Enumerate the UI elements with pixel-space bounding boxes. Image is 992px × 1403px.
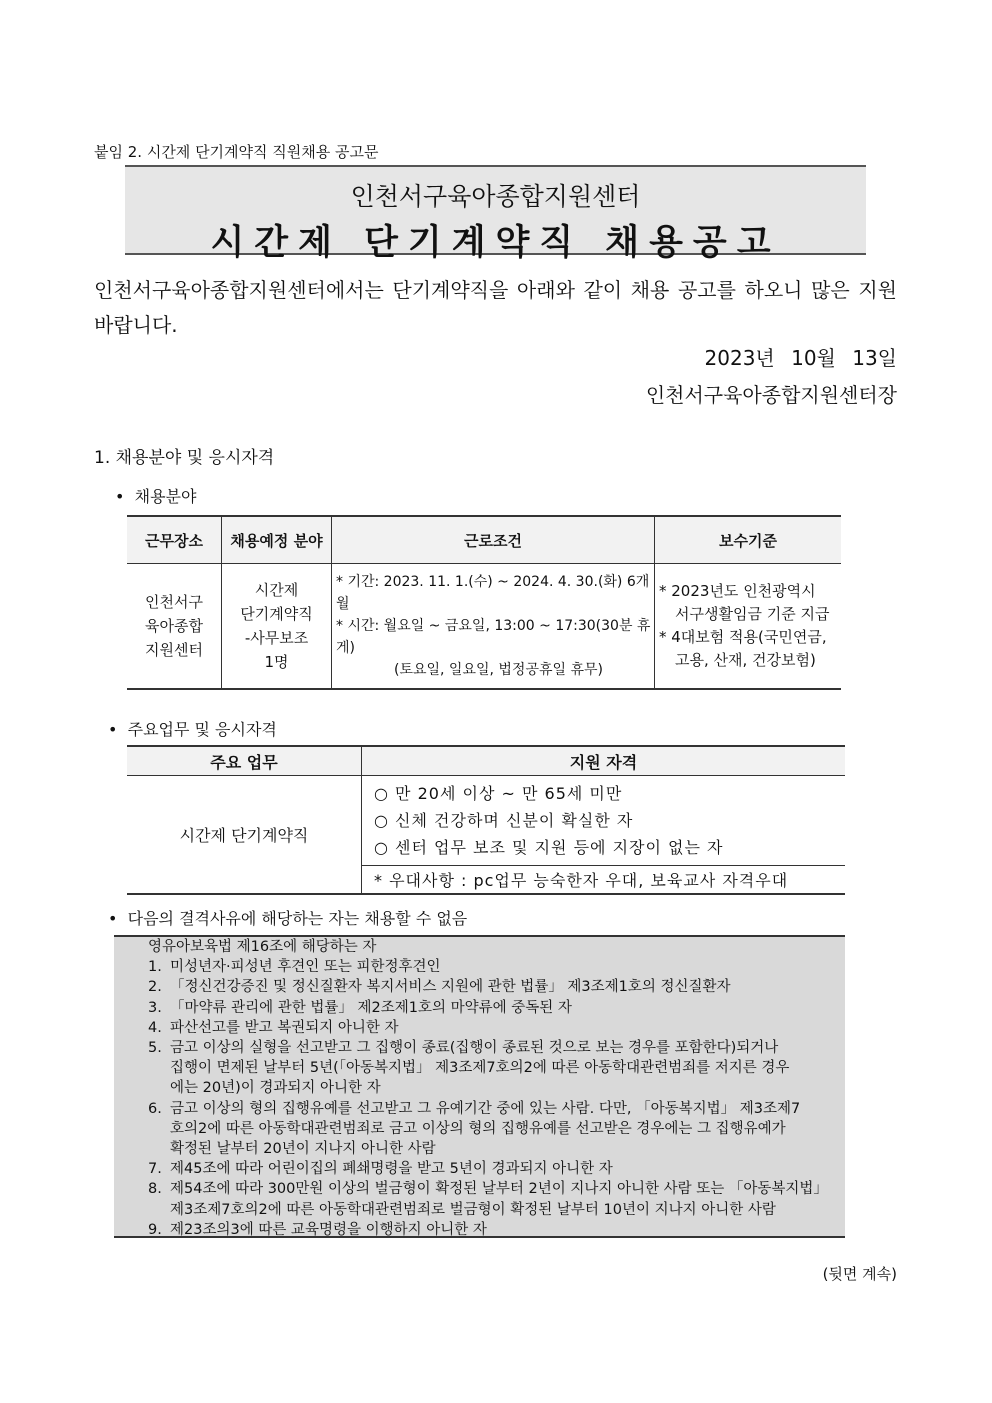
- list-item: 8. 제54조에 따라 300만원 이상의 벌금형이 확정된 날부터 2년이 지나지 아니한 사람 또는 「아동복지법」 제3조제7호의2에 따른 아동학대관련범죄로 벌금형이 확정된 날부터 10년이 지나지 아니한 사람: [148, 1181, 828, 1218]
- attachment-label: 붙임 2. 시간제 단기계약직 직원채용 공고문: [94, 143, 379, 161]
- list-item: 2. 「정신건강증진 및 정신질환자 복지서비스 지원에 관한 법률」 제3조제1호의 정신질환자: [148, 979, 731, 996]
- header-pay: 보수기준: [655, 516, 842, 564]
- cell-qualifications: ○ 만 20세 이상 ~ 만 65세 미만 ○ 신체 건강하며 신분이 확실한 자 ○ 센터 업무 보조 및 지원 등에 지장이 없는 자: [362, 776, 846, 866]
- cell-field: 시간제 단기계약직 -사무보조 1명: [222, 564, 332, 690]
- header-place: 근무장소: [127, 516, 222, 564]
- cell-place: 인천서구 육아종합 지원센터: [127, 564, 222, 690]
- list-item: 5. 금고 이상의 실형을 선고받고 그 집행이 종료(집행이 종료된 것으로 보는 경우를 포함한다)되거나 집행이 면제된 날부터 5년(「아동복지법」 제3조제7호의2에 따른 아동학대관련범죄를 저지른 경우 에는 20년)이 경과되지 아니한 자: [148, 1040, 790, 1097]
- section-heading-1: 1. 채용분야 및 응시자격: [94, 448, 275, 468]
- header-duty: 주요 업무: [127, 746, 362, 776]
- disqualification-box: [114, 935, 845, 1238]
- bullet-recruit-field: • 채용분야: [115, 487, 197, 506]
- header-field: 채용예정 분야: [222, 516, 332, 564]
- header-conditions: 근로조건: [332, 516, 655, 564]
- disqualification-heading: 영유아보육법 제16조에 해당하는 자: [148, 939, 377, 955]
- cell-pay: * 2023년도 인천광역시 서구생활임금 기준 지급 * 4대보험 적용(국민연금, 고용, 산재, 건강보험): [655, 564, 842, 690]
- signer: 인천서구육아종합지원센터장: [645, 383, 897, 407]
- list-item: 3. 「마약류 관리에 관한 법률」 제2조제1호의 마약류에 중독된 자: [148, 999, 572, 1016]
- list-item: 4. 파산선고를 받고 복권되지 아니한 자: [148, 1019, 399, 1036]
- list-item: 9. 제23조의3에 따른 교육명령을 이행하지 아니한 자: [148, 1221, 487, 1238]
- recruit-table: [127, 515, 841, 690]
- continued-note: (뒷면 계속): [822, 1265, 897, 1283]
- title-box: [125, 165, 866, 263]
- list-item: 7. 제45조에 따라 어린이집의 폐쇄명령을 받고 5년이 경과되지 아니한 자: [148, 1161, 613, 1178]
- qualification-table: [127, 745, 845, 895]
- cell-preference: * 우대사항 : pc업무 능숙한자 우대, 보육교사 자격우대: [362, 866, 846, 895]
- notice-date: 2023년 10월 13일: [704, 346, 897, 370]
- org-title: 인천서구육아종합지원센터: [350, 182, 641, 211]
- cell-job: 시간제 단기계약직: [127, 776, 362, 895]
- list-item: 1. 미성년자·피성년 후견인 또는 피한정후견인: [148, 959, 441, 976]
- page-title: 시간제 단기계약직 채용공고: [210, 223, 781, 263]
- cell-conditions: * 기간: 2023. 11. 1.(수) ~ 2024. 4. 30.(화) 6개월 * 시간: 월요일 ~ 금요일, 13:00 ~ 17:30(30분 휴게) (토요일, 일요일, 법정공휴일 휴무): [332, 564, 655, 690]
- bullet-duties: • 주요업무 및 응시자격: [108, 720, 277, 739]
- bullet-disqualification: • 다음의 결격사유에 해당하는 자는 채용할 수 없음: [108, 909, 468, 928]
- intro-paragraph: 인천서구육아종합지원센터에서는 단기계약직을 아래와 같이 채용 공고를 하오니 많은 지원 바랍니다.: [94, 278, 897, 337]
- header-qualification: 지원 자격: [362, 746, 846, 776]
- list-item: 6. 금고 이상의 형의 집행유예를 선고받고 그 유예기간 중에 있는 사람. 다만, 「아동복지법」 제3조제7 호의2에 따른 아동학대관련범죄로 금고 이상의 형의 집행유예를 선고받은 경우에는 그 집행유예가 확정된 날부터 20년이 지나지 아니한 사람: [148, 1100, 801, 1158]
